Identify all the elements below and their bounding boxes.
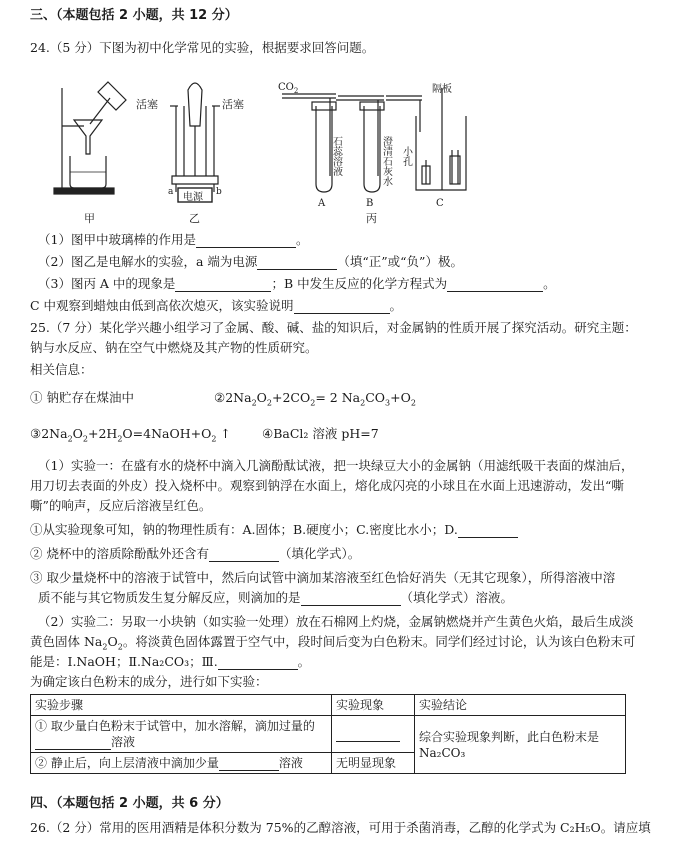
q24-part3-c: C 中观察到蜡烛由低到高依次熄灭，该实验说明 。: [30, 298, 403, 313]
info-2: $②2Na_2O_2+2CO_2= 2$ $Na_2CO_3+O_2$: [214, 390, 416, 408]
figure-label-jia: 甲: [84, 212, 95, 225]
table-row: [31, 716, 626, 753]
tube-b-label: B: [366, 198, 374, 209]
q24-part3: （3）图丙 A 中的现象是 ；B 中发生反应的化学方程式为 。: [38, 276, 556, 291]
figure-label-bing: 丙: [366, 212, 377, 225]
question-25-intro-2: 钠与水反应、钠在空气中燃烧及其产物的性质研究。: [30, 340, 318, 355]
conclusion-cell: 综合实验现象判断，此白色粉末是 Na₂CO₃: [415, 716, 626, 774]
answer-blank[interactable]: [219, 758, 279, 771]
limewater-label: 澄清石灰水: [380, 136, 392, 186]
filtration-apparatus: [54, 82, 126, 194]
answer-blank[interactable]: [209, 549, 279, 562]
q24-part2: （2）图乙是电解水的实验，a 端为电源 （填“正”或“负”）极。: [38, 254, 463, 269]
partition-label: 隔板: [432, 84, 452, 95]
power-label: 电源: [183, 192, 203, 203]
phenomenon-cell: 无明显现象: [332, 753, 415, 774]
answer-blank[interactable]: [257, 257, 337, 270]
q25-sub3-line-2: 质不能与其它物质发生复分解反应，则滴加的是 （填化学式）溶液。: [38, 590, 514, 605]
phenomenon-cell: [332, 716, 415, 753]
info-3: $③2Na_2O_2+2H_2O=4NaOH+O_2$ ↑: [30, 426, 231, 444]
stopcock-left-label: 活塞: [136, 98, 158, 111]
answer-blank[interactable]: [218, 657, 298, 670]
experiment-figure: [50, 76, 480, 226]
question-25-intro: 25.（7 分）某化学兴趣小组学习了金属、酸、碱、盐的知识后，对金属钠的性质开展了探究活动。研究主题：: [30, 320, 637, 335]
answer-blank[interactable]: [196, 235, 296, 248]
q25-sub2: ② 烧杯中的溶质除酚酞外还含有 （填化学式）。: [30, 546, 361, 561]
answer-blank[interactable]: [447, 279, 543, 292]
electrode-b-label: b: [216, 187, 222, 197]
co2-label: $CO_2$: [278, 82, 299, 95]
answer-blank[interactable]: [301, 593, 401, 606]
q25-sub3-line-1: ③ 取少量烧杯中的溶液于试管中，然后向试管中滴加某溶液至红色恰好消失（无其它现象），所得溶液中溶: [30, 570, 616, 585]
info-4: ④BaCl₂ 溶液 pH=7: [262, 426, 379, 441]
table-header-cell: 实验结论: [415, 695, 626, 716]
experiment-1-line-3: 嘶”的响声，反应后溶液呈红色。: [30, 498, 212, 513]
tube-a-label: A: [318, 198, 326, 209]
table-header-row: [31, 695, 626, 716]
step-cell: ② 静止后，向上层清液中滴加少量 溶液: [31, 753, 332, 774]
q24-part1: （1）图甲中玻璃棒的作用是 。: [38, 232, 309, 247]
litmus-label: 石蕊溶液: [330, 136, 342, 176]
q25-sub1: ①从实验现象可知，钠的物理性质有：A.固体；B.硬度小；C.密度比水小；D.: [30, 522, 518, 538]
figure-label-yi: 乙: [189, 212, 200, 225]
step-cell: ① 取少量白色粉末于试管中，加水溶解，滴加过量的 溶液: [31, 716, 332, 753]
answer-blank[interactable]: [294, 301, 390, 314]
determine-text: 为确定该白色粉末的成分，进行如下实验：: [30, 674, 268, 689]
carbon-dioxide-apparatus: [282, 88, 466, 192]
info-1: ① 钠贮存在煤油中: [30, 390, 134, 405]
answer-blank[interactable]: [458, 525, 518, 538]
section-title: 三、（本题包括 2 小题，共 12 分）: [30, 8, 238, 23]
experiment-table: [30, 694, 626, 774]
section-title: 四、（本题包括 2 小题，共 6 分）: [30, 796, 229, 811]
hole-label: 小孔: [400, 146, 412, 166]
answer-blank[interactable]: [336, 729, 400, 742]
experiment-2-line-1: （2）实验二：另取一小块钠（如实验一处理）放在石棉网上灼烧，金属钠燃烧并产生黄色火焰，最后生成淡: [38, 614, 634, 629]
table-header-cell: 实验现象: [332, 695, 415, 716]
answer-blank[interactable]: [35, 737, 111, 750]
beaker-c-label: C: [436, 198, 444, 209]
stopcock-right-label: 活塞: [222, 98, 244, 111]
electrode-a-label: a: [168, 187, 174, 197]
experiment-2-line-2: 黄色固体 $Na_2O_2$。将淡黄色固体露置于空气中，段时间后变为白色粉末。同学们经过讨论，认为该白色粉末可: [30, 634, 636, 652]
experiment-2-line-3: 能是：Ⅰ.NaOH；Ⅱ.Na₂CO₃；Ⅲ. 。: [30, 654, 311, 669]
experiment-1-line-2: 用刀切去表面的外皮）投入烧杯中。观察到钠浮在水面上，熔化成闪亮的小球且在水面上迅速游动，发出“嘶: [30, 478, 624, 493]
table-header-cell: 实验步骤: [31, 695, 332, 716]
question-26-text: 26.（2 分）常用的医用酒精是体积分数为 75%的乙醇溶液，可用于杀菌消毒，乙醇的化学式为 C₂H₅O。请应填: [30, 820, 651, 835]
info-title: 相关信息：: [30, 362, 93, 377]
answer-blank[interactable]: [175, 279, 271, 292]
experiment-1-line-1: （1）实验一：在盛有水的烧杯中滴入几滴酚酞试液，把一块绿豆大小的金属钠（用滤纸吸干表面的煤油后，: [38, 458, 634, 473]
question-24-intro: 24.（5 分）下图为初中化学常见的实验，根据要求回答问题。: [30, 40, 375, 55]
